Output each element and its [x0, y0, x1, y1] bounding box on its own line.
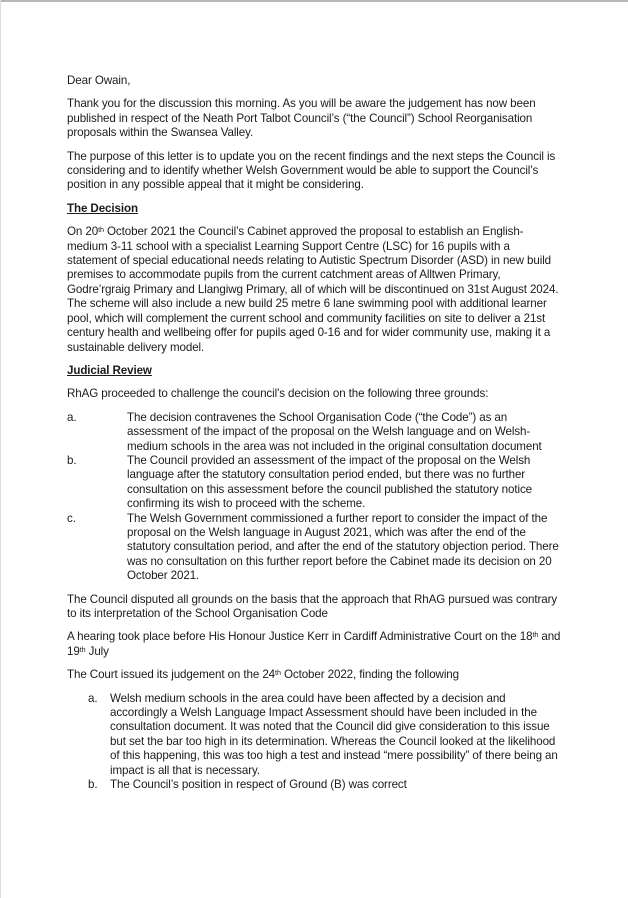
paragraph-judgement: The Court issued its judgement on the 24th October 2022, finding the following	[67, 667, 459, 682]
grounds-list	[67, 411, 561, 584]
list-item	[88, 778, 561, 792]
salutation: Dear Owain,	[67, 74, 131, 87]
list-item-marker: b.	[67, 453, 77, 467]
list-item-marker: a.	[88, 691, 98, 705]
paragraph-hearing: A hearing took place before His Honour Justice Kerr in Cardiff Administrative Court on the 18th and 19th July	[67, 630, 561, 658]
list-item-marker: b.	[88, 778, 98, 792]
list-item-text: The decision contravenes the School Organisation Code (“the Code”) as an assessment of the impact of the proposal on the Welsh language and on Welsh-medium schools in the area was not included in the original consultation document	[127, 410, 542, 453]
heading-judicial-review: Judicial Review	[67, 363, 152, 377]
paragraph-decision: On 20th October 2021 the Council’s Cabinet approved the proposal to establish an English-medium 3-11 school with a specialist Learning Support Centre (LSC) for 16 pupils with a statement of special educational needs relating to Autistic Spectrum Disorder (ASD) in new build premises to accommodate pupils from the current catchment areas of Alltwen Primary, Godre’rgraig Primary and Llangiwg Primary, all of which will be discontinued on 31st August 2024. The scheme will also include a new build 25 metre 6 lane swimming pool with additional learner pool, which will complement the current school and community facilities on site to deliver a 21st century health and wellbeing offer for pupils aged 0-16 and for wider community use, making it a sustainable delivery model.	[67, 225, 559, 354]
paragraph-disputed: The Council disputed all grounds on the basis that the approach that RhAG pursued was contrary to its interpretation of the School Organisation Code	[67, 592, 558, 620]
list-item	[67, 454, 561, 512]
findings-list	[67, 692, 561, 793]
list-item	[67, 512, 561, 584]
heading-the-decision: The Decision	[67, 201, 138, 215]
page-top-edge	[0, 0, 628, 2]
list-item-marker: c.	[67, 511, 76, 525]
letter-body	[67, 74, 561, 801]
list-item-text: The Council provided an assessment of the impact of the proposal on the Welsh language after the statutory consultation period ended, but there was no further consultation on this assessment before the council published the statutory notice confirming its wish to proceed with the scheme.	[127, 453, 533, 511]
list-item-text: The Council’s position in respect of Ground (B) was correct	[110, 778, 407, 792]
list-item	[88, 692, 561, 778]
paragraph-intro: Thank you for the discussion this morning. As you will be aware the judgement has now been published in respect of the Neath Port Talbot Council’s (“the Council”) School Reorganisation proposals within the Swansea Valley.	[67, 97, 536, 140]
list-item	[67, 411, 561, 454]
list-item-marker: a.	[67, 410, 77, 424]
page-left-edge	[0, 0, 1, 898]
paragraph-grounds-intro: RhAG proceeded to challenge the council's decision on the following three grounds:	[67, 387, 489, 401]
list-item-text: The Welsh Government commissioned a further report to consider the impact of the proposal on the Welsh language in August 2021, which was after the end of the statutory consultation period, and after the end of the statutory objection period. There was no consultation on this further report before the Cabinet made its decision on 20 October 2021.	[127, 511, 559, 583]
list-item-text: Welsh medium schools in the area could have been affected by a decision and accordingly a Welsh Language Impact Assessment should have been included in the consultation document. It was noted that the Council did give consideration to this issue but set the bar too high in its determination. Whereas the Council looked at the likelihood of this happening, this was too high a test and instead “mere possibility” of there being an impact is all that is necessary.	[110, 691, 558, 777]
paragraph-purpose: The purpose of this letter is to update you on the recent findings and the next steps the Council is considering and to identify whether Welsh Government would be able to support the Council’s position in any possible appeal that it might be considering.	[67, 149, 556, 192]
